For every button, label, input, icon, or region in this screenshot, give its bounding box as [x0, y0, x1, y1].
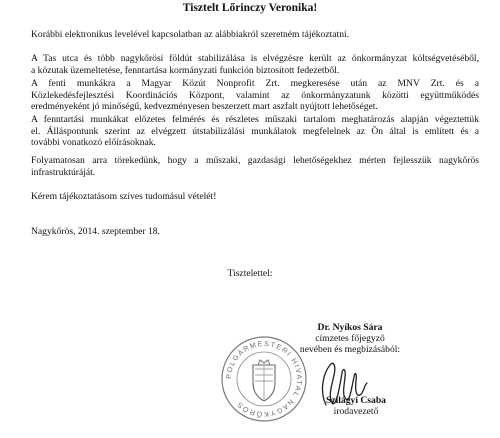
place-and-date: Nagykőrös, 2014. szeptember 18. [31, 226, 160, 237]
paragraph-partners [31, 78, 479, 113]
paragraph-maintenance [31, 114, 479, 149]
salutation: Tisztelt Lőrinczy Veronika! [182, 2, 318, 14]
signatory-name: Szilágyi Csaba [326, 395, 386, 406]
paragraph-line: infrastruktúráját. [31, 166, 96, 178]
paragraph-line: Folyamatosan arra törekedünk, hogy a műszaki, gazdasági lehetőségekhez mérten fejlesszük nagykőrös [31, 155, 479, 166]
intro-paragraph: Korábbi elektronikus levelével kapcsolatban az alábbiakról szeretném tájékoztatni. [31, 29, 350, 40]
signer-name: Dr. Nyíkos Sára [317, 322, 383, 333]
official-stamp-icon [220, 335, 308, 423]
paragraph-line: A Tas utca és több nagykőrösi földút stabilizálása is elvégzésre került az önkormányzat költségvetéséből, [31, 53, 479, 64]
signer-title: címzetes főjegyző [315, 333, 385, 344]
signatory-block [306, 395, 406, 417]
paragraph-line: el. Álláspontunk szerint az elvégzett útstabilizálási munkálatok megfelelnek az Ön által is említett és a [31, 125, 479, 137]
paragraph-line: A fenti munkákra a Magyar Közút Nonprofit Zrt. megkeresése után az MNV Zrt. és a [31, 78, 479, 89]
paragraph-line: A fenntartási munkákat előzetes felmérés és részletes műszaki tartalom meghatározás alapján végeztettük [31, 114, 479, 125]
paragraph-development [31, 155, 479, 178]
stamp-text: POLGÁRMESTERI HIVATAL NAGYKŐRÖS [225, 340, 303, 418]
on-behalf-text: nevében és megbízásából: [299, 344, 401, 355]
signer-block [290, 322, 410, 355]
paragraph-line: Közlekedésfejlesztési Koordinációs Központ, valamint az önkormányzatunk közötti együttműködés [31, 89, 479, 101]
signatory-title: irodavezető [333, 406, 379, 417]
paragraph-line: további vonatkozó előírásoknak. [31, 137, 156, 149]
regards: Tisztelettel: [227, 268, 273, 279]
paragraph-roads [31, 53, 479, 76]
paragraph-line: a közutak üzemeltetése, fenntartása kormányzati funkción biztosított fedezetből. [31, 64, 340, 76]
closing-request: Kérem tájékoztatásom szíves tudomásul vételét! [31, 191, 217, 202]
paragraph-line: eredményeként jó minőségű, kedvezményesen beszerzett mart aszfalt nyújtott lehetőséget. [31, 101, 378, 113]
